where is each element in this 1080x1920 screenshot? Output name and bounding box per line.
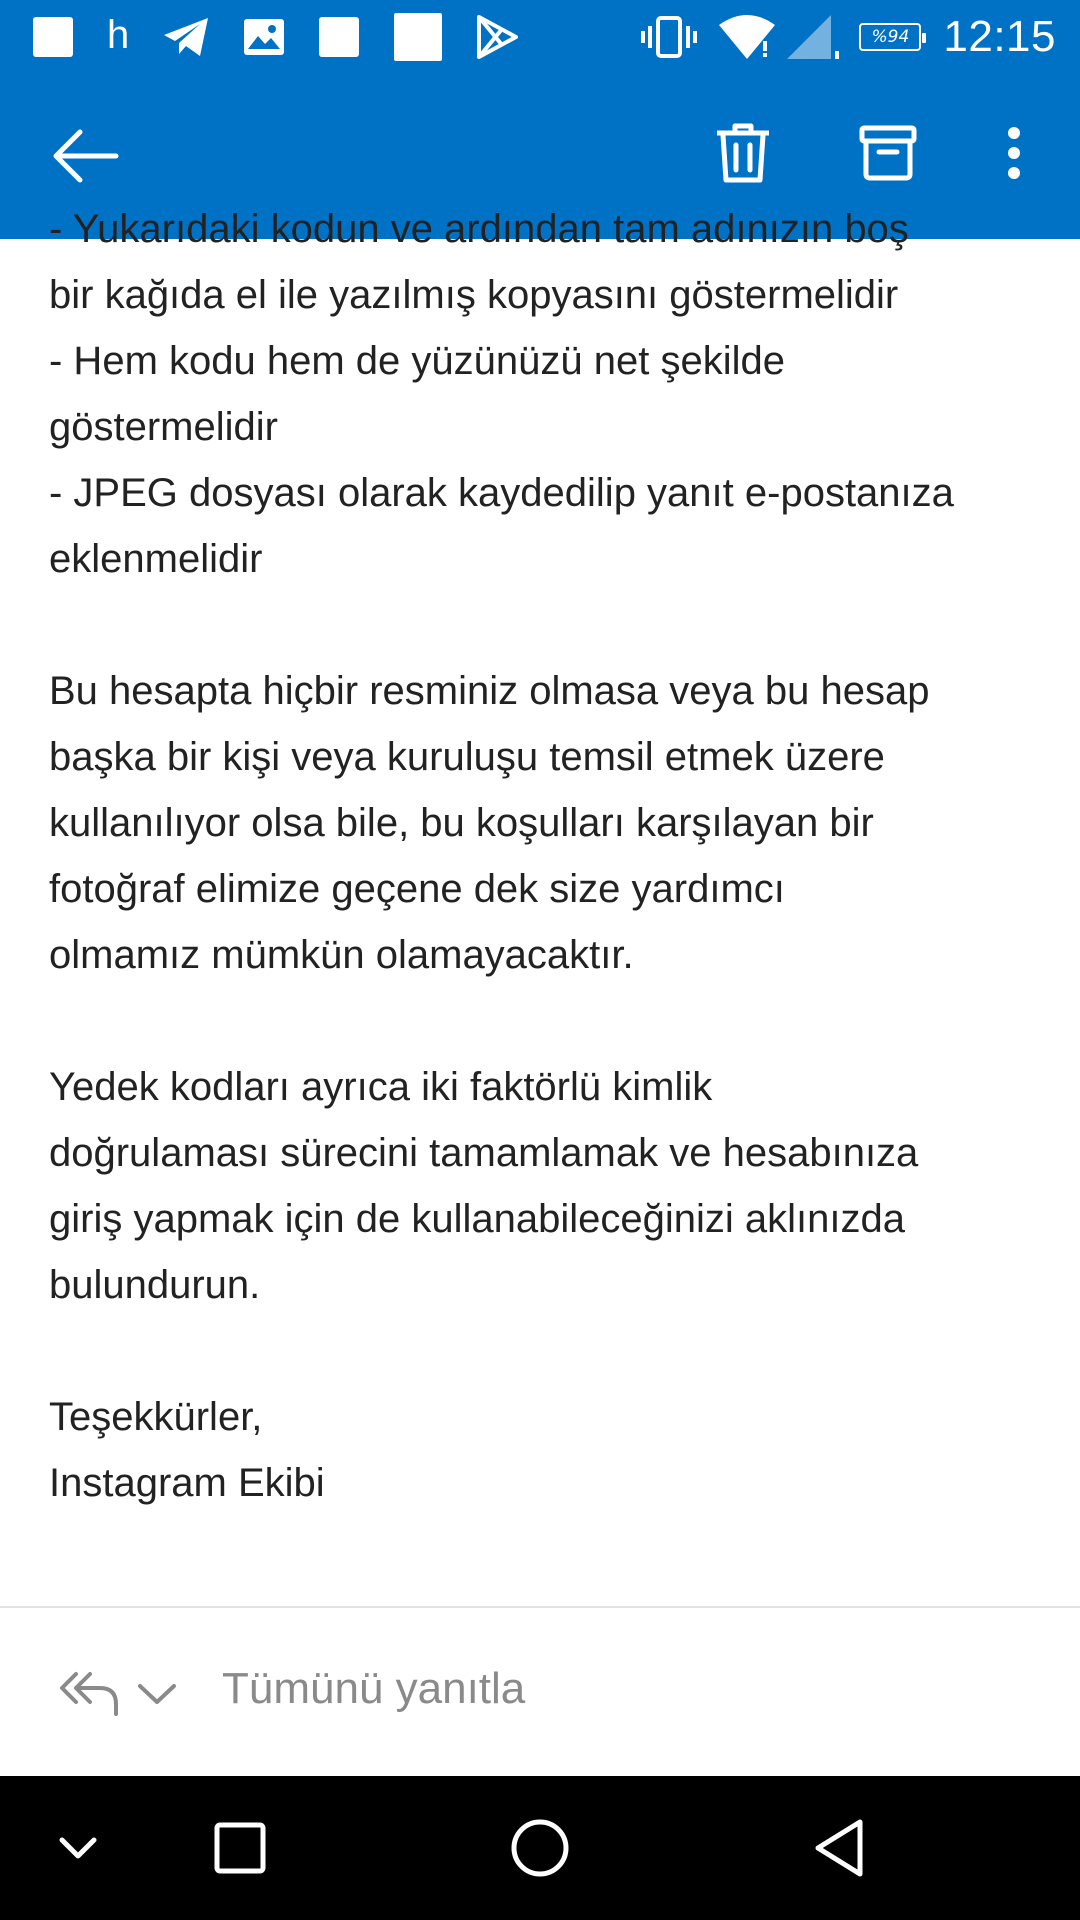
email-body[interactable]: [0, 207, 1080, 1606]
arrow-left-icon: [50, 128, 120, 184]
notification-square-icon: [318, 16, 360, 58]
reply-bar: [0, 1608, 1080, 1776]
wifi-icon: [719, 15, 775, 59]
recents-square-icon: [214, 1822, 266, 1874]
archive-icon: [858, 123, 918, 183]
navigation-bar: [0, 1776, 1080, 1920]
battery-icon: [859, 23, 921, 51]
clock: 12:15: [943, 12, 1056, 61]
gallery-icon: [243, 18, 285, 56]
requirement-line: - Hem kodu hem de yüzünüzü net şekilde: [49, 339, 785, 383]
home-button[interactable]: [490, 1776, 590, 1920]
recents-button[interactable]: [190, 1776, 290, 1920]
system-back-button[interactable]: [790, 1776, 890, 1920]
play-store-icon: [476, 15, 518, 59]
paragraph-photo-notice: Bu hesapta hiçbir resminiz olmasa veya bu hesap başka bir kişi veya kuruluşu temsil etmek üzere kullanılıyor olsa bile, bu koşulları karşılayan bir fotoğraf elimize geçene dek size yardımcı olmamız mümkün olamayacaktır.: [49, 669, 930, 977]
hide-keyboard-button[interactable]: [28, 1776, 128, 1920]
requirement-line: - Yukarıdaki kodun ve ardından tam adınızın boş: [49, 207, 909, 251]
more-vertical-icon: [1006, 127, 1022, 179]
cellular-signal-icon: [787, 15, 841, 59]
notification-square-icon: [32, 16, 74, 58]
signature: Instagram Ekibi: [49, 1461, 325, 1505]
vibrate-icon: [641, 16, 697, 58]
h-notification-icon: h: [107, 13, 130, 57]
notification-square-icon: [393, 12, 443, 62]
closing-line: Teşekkürler,: [49, 1395, 263, 1439]
status-bar: [0, 0, 1080, 73]
back-button[interactable]: [40, 118, 130, 194]
back-triangle-icon: [812, 1818, 868, 1878]
requirement-line: bir kağıda el ile yazılmış kopyasını göstermelidir: [49, 273, 899, 317]
home-circle-icon: [510, 1818, 570, 1878]
requirement-line: eklenmelidir: [49, 537, 263, 581]
reply-all-label[interactable]: Tümünü yanıtla: [222, 1664, 526, 1713]
more-options-button[interactable]: [986, 110, 1042, 196]
notification-icons: [32, 14, 551, 60]
requirement-line: göstermelidir: [49, 405, 278, 449]
chevron-down-icon: [134, 1674, 180, 1714]
reply-all-button[interactable]: [58, 1668, 122, 1718]
paragraph-gap: [49, 988, 1059, 1054]
battery-level: %94: [871, 27, 910, 47]
system-status-icons: [641, 12, 1056, 62]
paragraph-gap: [49, 592, 1059, 658]
chevron-down-icon: [58, 1834, 98, 1862]
delete-button[interactable]: [700, 110, 786, 196]
reply-all-icon: [58, 1668, 122, 1718]
paragraph-gap: [49, 1318, 1059, 1384]
email-text: [49, 196, 1059, 1516]
archive-button[interactable]: [845, 110, 931, 196]
requirement-line: - JPEG dosyası olarak kaydedilip yanıt e-postanıza: [49, 471, 954, 515]
paragraph-backup-codes: Yedek kodları ayrıca iki faktörlü kimlik doğrulaması sürecini tamamlamak ve hesabınıza giriş yapmak için de kullanabileceğinizi aklınızda bulundurun.: [49, 1065, 919, 1307]
trash-icon: [713, 121, 773, 185]
telegram-icon: [162, 16, 210, 58]
reply-options-dropdown[interactable]: [134, 1674, 180, 1714]
